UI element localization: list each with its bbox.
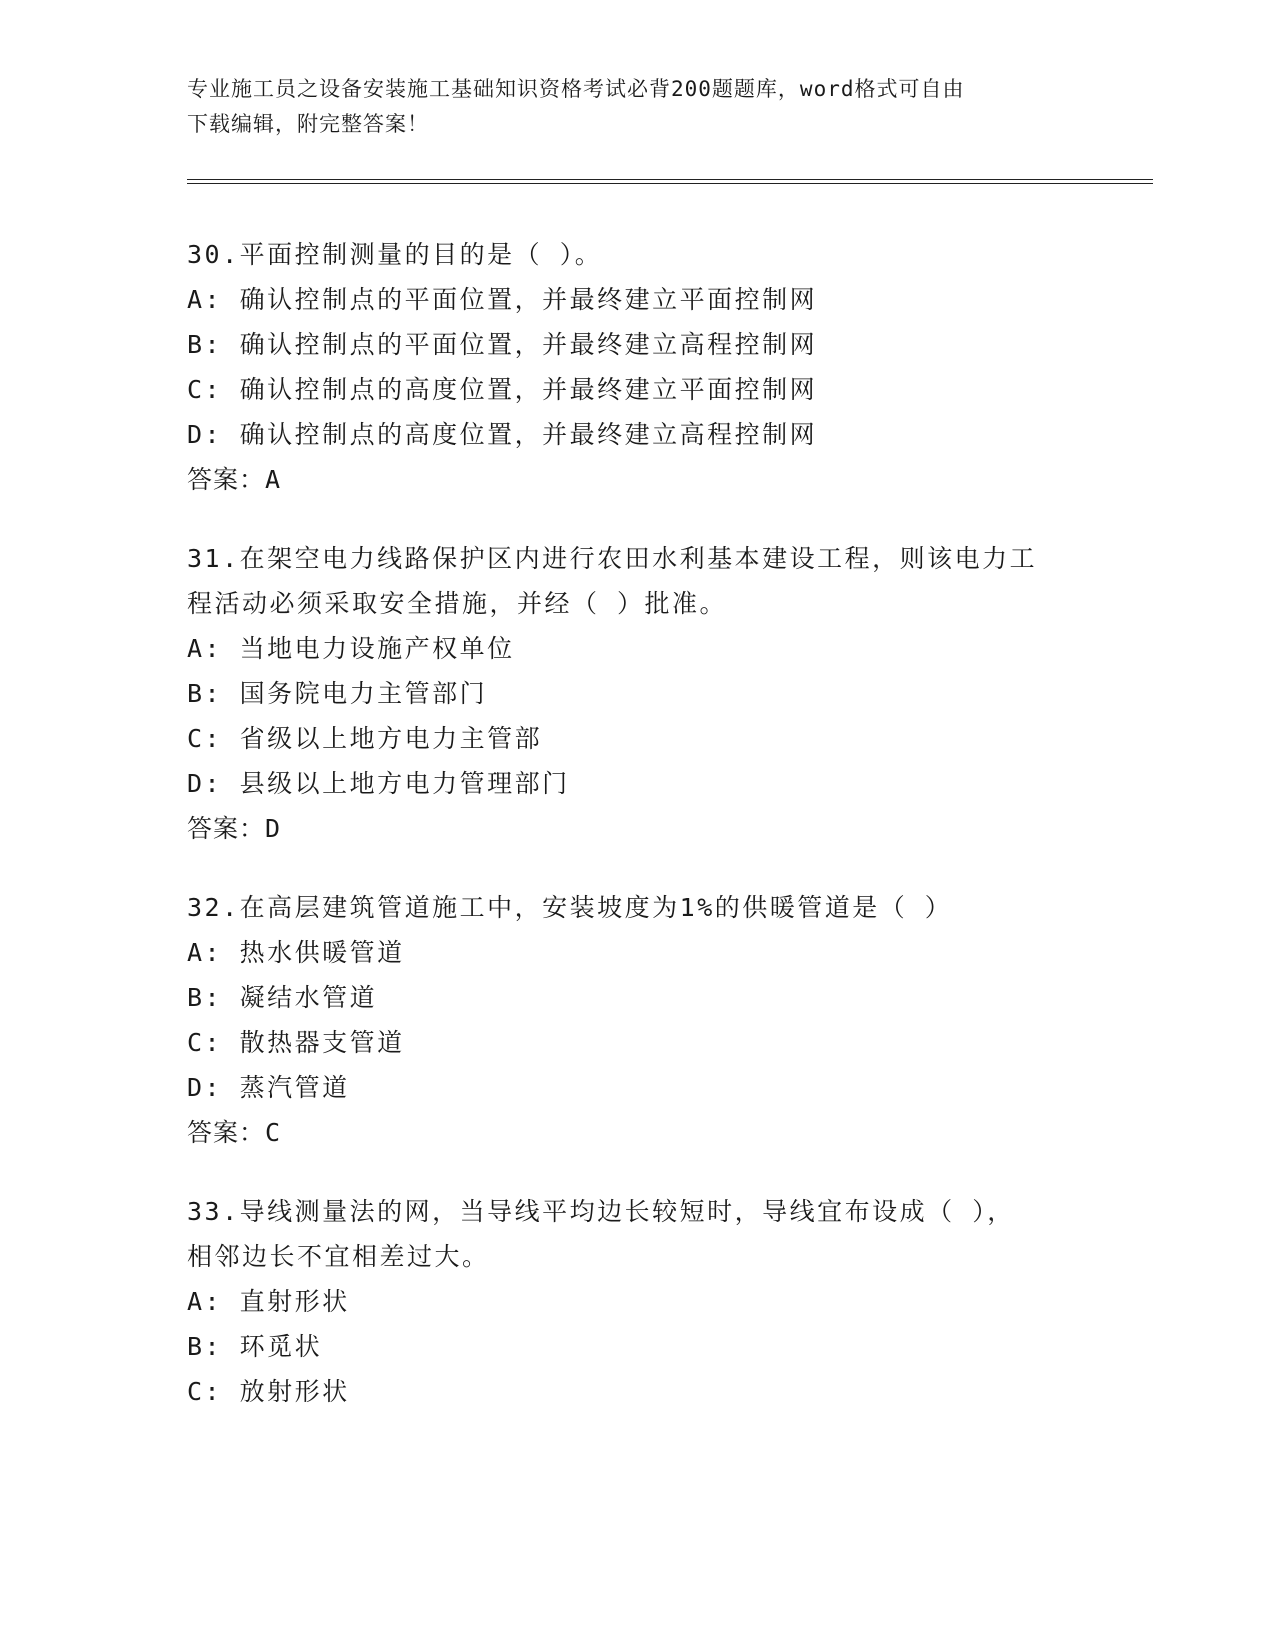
option-a: A: 当地电力设施产权单位	[187, 634, 515, 663]
question-list	[187, 232, 1087, 1448]
question-32	[187, 885, 1087, 1155]
option-b: B: 凝结水管道	[187, 983, 378, 1012]
question-text: 32.在高层建筑管道施工中，安装坡度为1%的供暖管道是（ ）	[187, 893, 953, 922]
answer-line	[187, 1110, 1087, 1155]
header-rule-bottom	[187, 183, 1153, 184]
option-a: A: 确认控制点的平面位置，并最终建立平面控制网	[187, 285, 818, 314]
option-d: D: 蒸汽管道	[187, 1073, 350, 1102]
option-c: C: 确认控制点的高度位置，并最终建立平面控制网	[187, 375, 818, 404]
answer-line	[187, 457, 1087, 502]
question-text-continued: 相邻边长不宜相差过大。	[187, 1242, 490, 1271]
option-b: B: 确认控制点的平面位置，并最终建立高程控制网	[187, 330, 818, 359]
document-header	[187, 72, 1067, 142]
answer-value: A	[265, 465, 282, 494]
question-33	[187, 1189, 1087, 1414]
question-31	[187, 536, 1087, 851]
answer-label: 答案：	[187, 1118, 266, 1147]
question-text: 31.在架空电力线路保护区内进行农田水利基本建设工程，则该电力工	[187, 544, 1038, 573]
option-a: A: 热水供暖管道	[187, 938, 405, 967]
option-a: A: 直射形状	[187, 1287, 350, 1316]
header-line-1: 专业施工员之设备安装施工基础知识资格考试必背200题题库，word格式可自由	[187, 77, 965, 101]
header-rule-top	[187, 179, 1153, 180]
answer-label: 答案：	[187, 465, 266, 494]
answer-label: 答案：	[187, 814, 266, 843]
option-c: C: 放射形状	[187, 1377, 350, 1406]
option-b: B: 国务院电力主管部门	[187, 679, 488, 708]
option-b: B: 环觅状	[187, 1332, 323, 1361]
option-c: C: 省级以上地方电力主管部	[187, 724, 543, 753]
option-c: C: 散热器支管道	[187, 1028, 405, 1057]
option-d: D: 县级以上地方电力管理部门	[187, 769, 570, 798]
question-text: 30.平面控制测量的目的是（ ）。	[187, 240, 603, 269]
header-line-2: 下载编辑，附完整答案！	[187, 112, 429, 136]
question-text-continued: 程活动必须采取安全措施，并经（ ）批准。	[187, 589, 728, 618]
option-d: D: 确认控制点的高度位置，并最终建立高程控制网	[187, 420, 818, 449]
answer-value: D	[265, 814, 282, 843]
question-text: 33.导线测量法的网，当导线平均边长较短时，导线宜布设成（ ），	[187, 1197, 1015, 1226]
answer-value: C	[265, 1118, 282, 1147]
question-30	[187, 232, 1087, 502]
answer-line	[187, 806, 1087, 851]
